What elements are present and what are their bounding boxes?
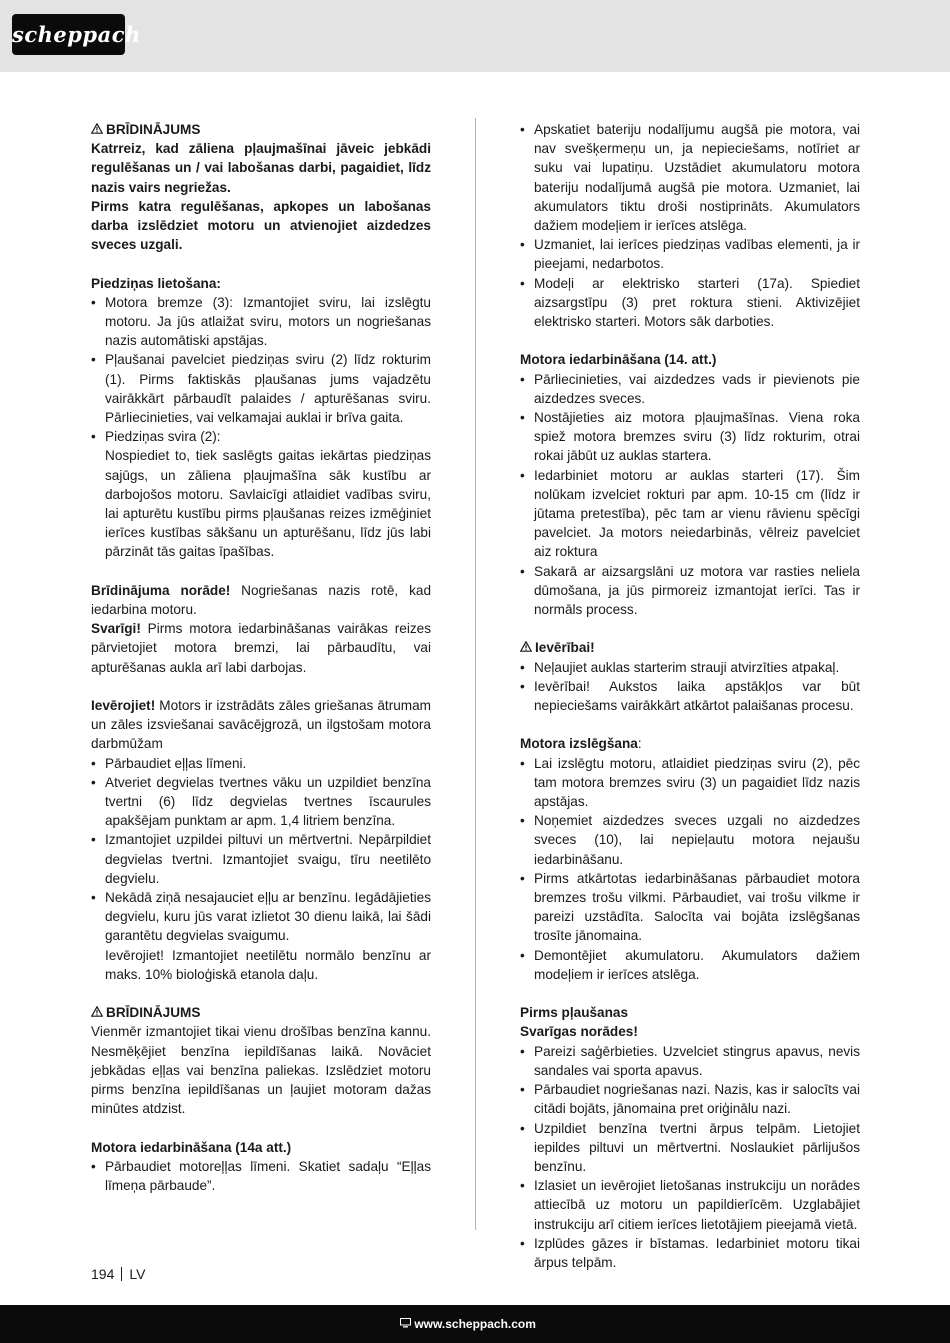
list-item: • Pārbaudiet nogriešanas nazi. Nazis, kas ir salocīts vai citādi bojāts, jānomaina pret oriģinālu nazi. [520, 1080, 860, 1118]
page-separator [121, 1267, 122, 1281]
fuel-list [91, 754, 431, 984]
section-title-start-14a: Motora iedarbināšana (14a att.) [91, 1139, 292, 1155]
important-paragraph: Svarīgi! Pirms motora iedarbināšanas vairākas reizes pārvietojiet motora bremzi, lai pārbaudītu, vai apturēšanas aukla arī labi darbojas. [91, 621, 431, 675]
warning-triangle-icon [91, 120, 106, 139]
list-item: • Pareizi saģērbieties. Uzvelciet stingrus apavus, nevis sandales vai sporta apavus. [520, 1042, 860, 1080]
start-14-list [520, 370, 860, 620]
warning-triangle-icon [91, 1003, 106, 1022]
list-item: • Pārbaudiet motoreļļas līmeni. Skatiet sadaļu “Eļļas līmeņa pārbaude”. [91, 1157, 431, 1195]
list-item: • Iedarbiniet motoru ar auklas starteri (17). Šim nolūkam izvelciet rokturi par apm. 10-15 cm (līdz ir jūtama pretestība), pēc tam ar vienu rāvienu spēcīgi pavelciet. Ja motors neiedarbinās, vēlreiz pavelciet aiz roktura [520, 466, 860, 562]
list-item: • Pārliecinieties, vai aizdedzes vads ir pievienots pie aizdedzes sveces. [520, 370, 860, 408]
website-url: www.scheppach.com [414, 1317, 536, 1331]
list-item: • Izlasiet un ievērojiet lietošanas instrukciju un norādes attiecībā uz motoru un papildierīcēm. Uzglabājiet instrukciju arī citiem ierīces lietotājiem pieejamā vietā. [520, 1176, 860, 1234]
list-item: • Noņemiet aizdedzes sveces uzgali no aizdedzes sveces (10), lai nepieļautu motora nejaušu iedarbināšanu. [520, 811, 860, 869]
section-subtitle-important: Svarīgas norādes! [520, 1024, 638, 1040]
monitor-icon [400, 1317, 411, 1331]
list-item: • Izplūdes gāzes ir bīstamas. Iedarbiniet motoru tikai ārpus telpām. [520, 1234, 860, 1272]
warning-heading: BRĪDINĀJUMS [91, 1003, 431, 1022]
warning-triangle-icon [520, 638, 535, 657]
list-item: • Pirms atkārtotas iedarbināšanas pārbaudiet motora bremzes trošu vilkmi. Pārbaudiet, vai trošu vilkme ir pareizi uzstādīta. Salocīta vai bojāta izslēgšanas trosīte jānomaina. [520, 869, 860, 946]
list-item: • Atveriet degvielas tvertnes vāku un uzpildiet benzīna tvertni (6) līdz degvielas tvertnes īscaurules apakšējam punktam ar apm. 1,4 litriem benzīna. [91, 773, 431, 831]
section-title-before-mowing: Pirms pļaušanas [520, 1005, 629, 1021]
list-item: • Apskatiet bateriju nodalījumu augšā pie motora, vai nav svešķermeņu un, ja nepieciešams, notīriet ar suku vai lupatiņu. Uzstādiet akumulatoru motora bateriju nodalījumā augšā pie motora. Uzmaniet, lai akumulators tiktu droši nostiprināts. Akumulators dažiem modeļiem ir ierīces atslēga. [520, 120, 860, 235]
column-divider [475, 118, 476, 1230]
warning-text: Katrreiz, kad zāliena pļaujmašīnai jāveic jebkādi regulēšanas un / vai labošanas darbi, pagaidiet, līdz nazis vairs negriežas. Pirms katra regulēšanas, apkopes un labošanas darba izslēdziet motoru un atvienojiet aizdedzes sveces uzgali. [91, 141, 431, 253]
section-title-start-14: Motora iedarbināšana (14. att.) [520, 352, 717, 368]
list-item: • Izmantojiet uzpildei piltuvi un mērtvertni. Nepārpildiet degvielas tvertni. Izmantojiet svaigu, tīru neetilēto degvielu. [91, 830, 431, 888]
caution-heading: Ievērībai! [520, 638, 860, 657]
list-item: • Modeļi ar elektrisko starteri (17a). Spiediet aizsargstīpu (3) pret roktura stieni. Aktivizējiet elektrisko starteri. Motors sāk darboties. [520, 274, 860, 332]
notice-paragraph: Brīdinājuma norāde! Nogriešanas nazis rotē, kad iedarbina motoru. [91, 582, 432, 618]
warning-heading: BRĪDINĀJUMS [91, 120, 431, 139]
list-item: • Sakarā ar aizsargslāni uz motora var rasties neliela dūmošana, ja jūs pirmoreiz izmantojat ierīci. Tas ir normāls process. [520, 562, 860, 620]
list-item: • Ievērībai! Aukstos laika apstākļos var būt nepieciešams vairākkārt atkārtot palaišanas procesu. [520, 677, 860, 715]
list-item: • Piedziņas svira (2): Nospiediet to, tiek saslēgts gaitas iekārtas piedziņas sajūgs, un zāliena pļaujmašīna sāk kustību ar darbojošos motoru. Savlaicīgi atlaidiet vadības sviru, lai apturētu kustību pirms pļaušanas reizes izmēģiniet ierīces kustības sākšanu un apturēšanu, līdz jūs labi pārzināt tās gaitas īpašības. [91, 427, 431, 561]
list-item: • Uzpildiet benzīna tvertni ārpus telpām. Lietojiet iepildes piltuvi un mērtvertni. Noslaukiet pārlijušos benzīnu. [520, 1119, 860, 1177]
list-item: • Pļaušanai pavelciet piedziņas sviru (2) līdz rokturim (1). Pirms faktiskās pļaušanas jums vajadzētu vairākkārt pārbaudīt palaides / apturēšanas sviru. Pārliecinieties, vai velkamajai auklai ir brīva gaita. [91, 350, 431, 427]
list-item: • Demontējiet akumulatoru. Akumulators dažiem modeļiem ir ierīces atslēga. [520, 946, 860, 984]
scheppach-logo: scheppach [12, 14, 125, 55]
list-item: • Nostājieties aiz motora pļaujmašīnas. Viena roka spiež motora bremzes sviru (3) līdz rokturim, otrai rokai jābūt uz auklas startera. [520, 408, 860, 466]
list-item: • Lai izslēgtu motoru, atlaidiet piedziņas sviru (2), pēc tam motora bremzes sviru (3) un pagaidiet līdz nazis apstājas. [520, 754, 860, 812]
drive-list [91, 293, 431, 562]
list-item: • Nekādā ziņā nesajauciet eļļu ar benzīnu. Iegādājieties degvielu, kuru jūs varat izlietot 30 dienu laikā, lai šādi garantētu degvielas svaigumu. Ievērojiet! Izmantojiet neetilētu normālo benzīnu ar maks. 10% bioloģiskā etanola daļu. [91, 888, 431, 984]
warning-text: Vienmēr izmantojiet tikai vienu drošības benzīna kannu. Nesmēķējiet benzīna iepildīšanas laikā. Novāciet jebkādas eļļas vai benzīna paliekas. Izslēdziet motoru pirms benzīna iepildīšanas un ļaujiet motoram dažas minūtes atdzist. [91, 1024, 431, 1117]
list-item: • Motora bremze (3): Izmantojiet sviru, lai izslēgtu motoru. Ja jūs atlaižat sviru, motors un nogriešanas nazis automātiski apstājas. [91, 293, 431, 351]
section-title-shutdown: Motora izslēgšana: [520, 736, 642, 752]
battery-list [520, 120, 860, 331]
page-number-label [91, 1265, 145, 1283]
caution-list [520, 658, 860, 716]
list-item: • Neļaujiet auklas starterim strauji atvirzīties atpakaļ. [520, 658, 860, 677]
website-link[interactable] [400, 1316, 536, 1332]
page-footer [0, 1305, 950, 1343]
right-column [520, 120, 860, 1272]
start-14a-list [91, 1157, 431, 1195]
language-code: LV [129, 1266, 146, 1282]
observe-paragraph: Ievērojiet! Motors ir izstrādāts zāles griešanas ātrumam un zāles izsviešanai savācējgrozā, un ilgstošam motora darbmūžam [91, 698, 431, 752]
page-number: 194 [91, 1266, 115, 1282]
page-header [0, 0, 950, 72]
section-title-drive: Piedziņas lietošana: [91, 275, 221, 291]
list-item: • Pārbaudiet eļļas līmeni. [91, 754, 431, 773]
left-column [91, 120, 431, 1195]
before-mowing-list [520, 1042, 860, 1272]
shutdown-list [520, 754, 860, 984]
list-item: • Uzmaniet, lai ierīces piedziņas vadības elementi, ja ir pieejami, nedarbotos. [520, 235, 860, 273]
